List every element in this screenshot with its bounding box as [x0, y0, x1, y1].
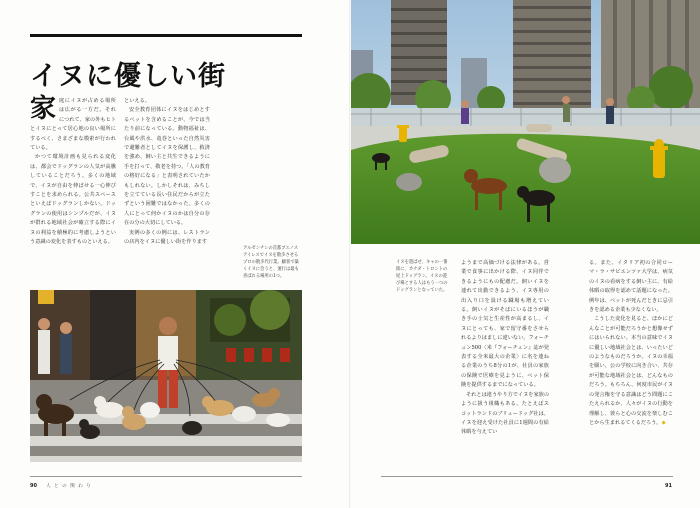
body-column-1: [30, 94, 116, 248]
rooftop-dog-park-photo: [351, 0, 700, 244]
page-number-left: 90: [30, 483, 37, 489]
rooftop-dog-park-illustration: [351, 0, 700, 244]
body-paragraph: 家庭にイヌが占める場所は広がる一方だ。それにつれて、家の外もヒトとイヌにとって居心地の良い場所にするべく、さまざまな模索が行われている。: [30, 94, 116, 152]
body-paragraph: かつて環境計画も見られる変化は、都会でドッグランの人気が高騰していることだろう。多くの地域で、イヌが自由を伸ばせる一心伸びすことを求められる。公共スペースといえばドッグランしかない。ドッグランの使用はシンプルだが、イヌが群れる地域社会が確立する際にイヌの利益を積極的に考慮しようという意識の変化を表すものといえる。: [30, 154, 116, 246]
body-column-2: [124, 97, 210, 248]
body-paragraph: 安全教育団体にイヌをはじめとするペットを含めることが、今では当たり前になっている。動物福祉は、台風や洪水、竜巻といった自然災害で避難者としてイヌを保護し、救済を強め、飼い主と共生できるように手を打って、敬老を持つ。「人の教育の格好になる」と表明されていたかもしれない。しかしそれは、みちしを立てている長い住民だからが立たずという困難ではなかった。多くの人にとって何かイヌのかは自分の存在の分の大切にしている。: [124, 107, 210, 227]
dog-walker-street-photo: [30, 290, 302, 462]
running-head: 人 と の 関 わ り: [46, 484, 92, 489]
body-paragraph: ようまで高価づける法律がある。営業で食事に出かける際、イヌ同伴できるようにもの配慮だ。飼いイヌを連れて出勤できるよう、イヌ専用の出入り口を設ける職場も増えている。飼いイヌがそばにいるほうが職き手の士気と生産性が高まるし、イヌにとっても、家で留守番をさせられるよりはましに違いない。フォーチュン500〈米『フォーチュン』誌が発表する全米最大の企業〉に名を連ねる企業のうち8分の1が、社員の家族の保険で医療を見ように、ペット保険を提供するまでになっている。: [461, 260, 549, 389]
title-rule: [30, 34, 302, 37]
footer-rule-right: [381, 476, 673, 477]
photo-caption-street: アルゼンチンの首都ブエノスアイレスでイヌを散歩させるプロの散歩代行業。顧客で築くイヌに会うと、運行は最も喜ばれる場所の1つ。: [243, 246, 299, 279]
body-paragraph: といえる。: [124, 98, 150, 104]
photo-caption-rooftop: イヌを遊ばせ、キャの一番街に、カナダ・トロントの屋上ドッグラン。イヌの遊び場とする人はもう一つのドッグランとなっていた。: [396, 260, 448, 293]
body-paragraph: る。また、イタリア初の合同ローマ・ラ・サピエンツァ大学は、病気のイヌの看病をする飼い主に、有給休暇の取得を認めて話題になった。例年は、ペットが死んだときに忌引きを認める企業も少なくない。: [589, 260, 673, 314]
footer-rule-left: [30, 476, 302, 477]
page-number-right: 91: [665, 483, 672, 489]
body-paragraph: こうした変化を見ると、ほかにどんなことが可能だろうかと想像せずにはいられない。本当の意味でイヌに優しい地域社会とは、いったいどのようなものだろうか。イヌの幸福を願い、公の学校に向き合い、共存が可能な地域社会とは、どんなものだろう。もちろん、何度市民がイヌの発言権を守る意識はどう問題にこたえられるか、人々がイヌの行動を理解し、彼らと心の交流を楽しむことから生まれるてくるだろう。◆: [589, 316, 673, 426]
end-mark: ◆: [661, 419, 666, 426]
body-paragraph: それとは違うやり方でイヌを家族のように扱う組織もある。たとえばスコットランドのブリュードッグ社は、イヌを迎え受けた社員に1週間の有給休暇を与えてい: [461, 391, 550, 436]
body-paragraph: 実例の多くの例には、レストランの店内をイヌに優しい街を作ります: [124, 229, 210, 246]
dog-walker-street-illustration: [30, 290, 302, 462]
body-column-3: [461, 259, 549, 438]
article-title: イヌに優しい街: [30, 61, 226, 92]
drop-cap: 家: [30, 94, 57, 124]
body-column-4: [589, 259, 673, 428]
